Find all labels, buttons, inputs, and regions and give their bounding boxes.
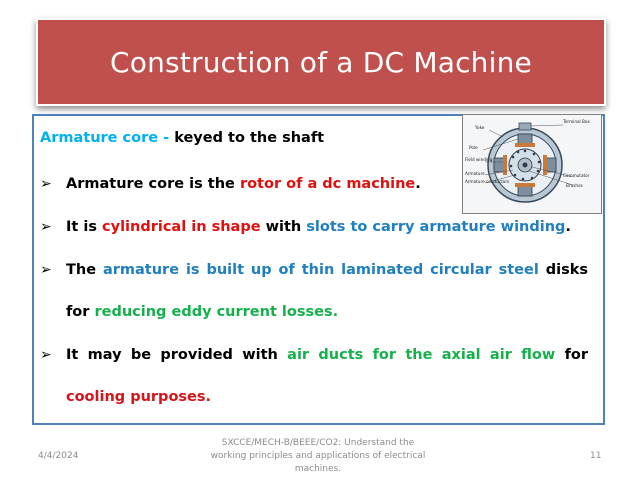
bullet-arrow-icon: ➢ — [40, 347, 52, 363]
bullet-arrow-icon: ➢ — [40, 219, 52, 235]
bullet-3-highlight: armature is built up of thin laminated circular steel — [102, 262, 539, 278]
slide-title: Construction of a DC Machine — [110, 45, 532, 79]
footer-page-number: 11 — [590, 451, 602, 461]
bullet-arrow-icon: ➢ — [40, 262, 52, 278]
bullet-3-end: disks — [538, 262, 588, 278]
field-winding-left — [503, 155, 507, 175]
field-winding-right — [543, 155, 547, 175]
terminal-box-shape — [519, 123, 531, 130]
bullet-4-line2-highlight: cooling purposes. — [66, 389, 212, 405]
footer-center-text: SXCCE/MECH-B/BEEE/CO2: Understand the working principles and applications of electrical machines. — [210, 438, 426, 474]
bullet-2-text: It is — [66, 219, 103, 235]
pole-label: Pole — [469, 145, 478, 150]
bullet-arrow-icon: ➢ — [40, 176, 52, 192]
bullet-3-line2-highlight: reducing eddy current losses. — [94, 304, 339, 320]
bullet-2-highlight-blue: slots to carry armature winding — [306, 219, 566, 235]
bullet-4-end: for — [555, 347, 588, 363]
yoke-label: Yoke — [475, 125, 485, 130]
footer-date: 4/4/2024 — [38, 451, 79, 461]
bullet-1-highlight: rotor of a dc machine — [239, 176, 416, 192]
bullet-2-highlight-red: cylindrical in shape — [102, 219, 261, 235]
bullet-1-end: . — [415, 176, 421, 192]
bullet-4-highlight: air ducts for the axial air flow — [287, 347, 556, 363]
bullet-2 — [40, 219, 571, 235]
dc-machine-diagram-svg — [463, 115, 601, 213]
bullet-4-line2 — [66, 389, 211, 405]
heading-text: keyed to the shaft — [174, 130, 325, 146]
field-winding-top — [515, 143, 535, 147]
heading-highlight: Armature core - — [40, 130, 175, 146]
armature-conductors-label: Armature conductors — [465, 179, 510, 184]
bullet-1 — [40, 176, 421, 192]
brushes-label: Brushes — [566, 183, 583, 188]
slide-title-bar — [36, 18, 606, 106]
bullet-2-end: . — [565, 219, 571, 235]
commutator-label: Commutator — [563, 173, 590, 178]
bullet-1-text: Armature core is the — [66, 176, 240, 192]
field-winding-label: Field winding — [465, 157, 493, 162]
bullet-4 — [40, 347, 588, 363]
bullet-2-text-mid: with — [260, 219, 307, 235]
bullet-3-line2-text: for — [66, 304, 95, 320]
bullet-3-line2 — [66, 304, 338, 320]
bullet-3 — [40, 262, 588, 278]
armature-label: Armature — [465, 171, 485, 176]
bullet-3-text: The — [66, 262, 103, 278]
bullet-4-text: It may be provided with — [66, 347, 288, 363]
field-winding-bottom — [515, 183, 535, 187]
terminal-box-label: Terminal Box — [563, 119, 590, 124]
dc-machine-diagram — [462, 114, 602, 214]
heading-line — [40, 130, 324, 146]
shaft-shape — [523, 163, 528, 168]
